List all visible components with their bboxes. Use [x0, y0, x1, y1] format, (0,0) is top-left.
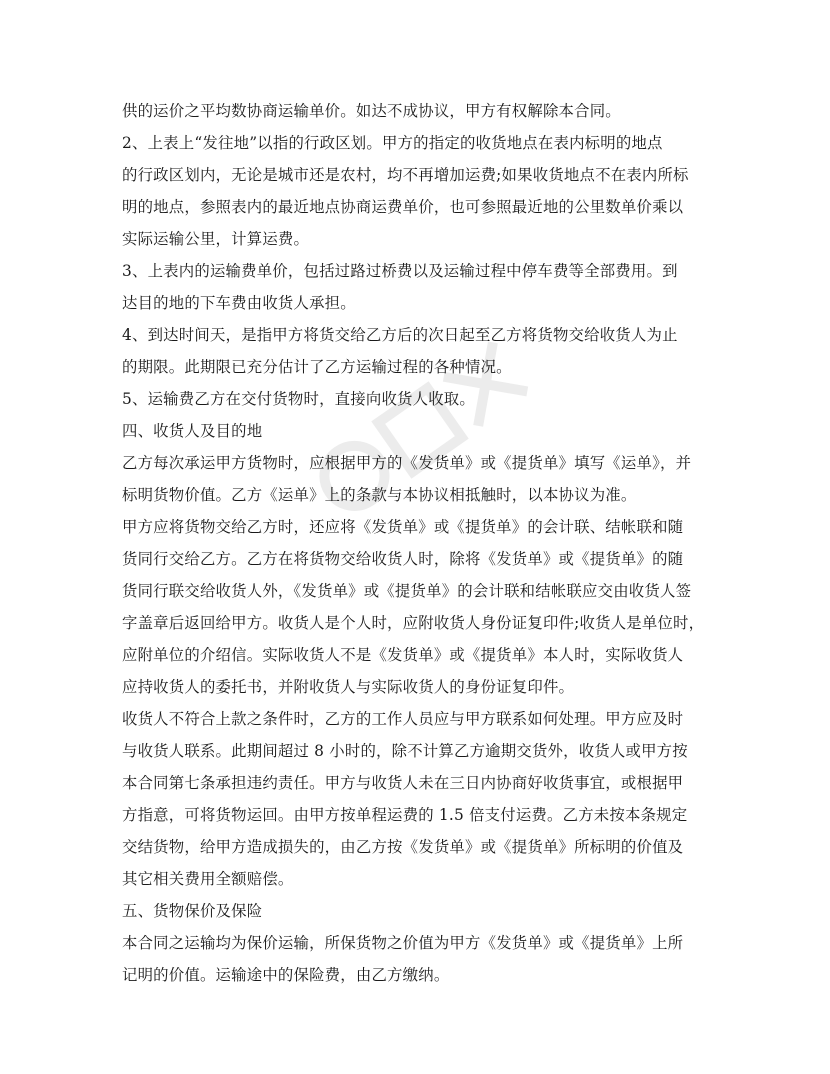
text-line: 应附单位的介绍信。实际收货人不是《发货单》或《提货单》本人时，实际收货人	[122, 646, 684, 664]
text-line: 字盖章后返回给甲方。收货人是个人时，应附收货人身份证复印件;收货人是单位时，	[122, 614, 705, 632]
text-line: 乙方每次承运甲方货物时，应根据甲方的《发货单》或《提货单》填写《运单》，并	[122, 454, 692, 472]
text-line: 五、货物保价及保险	[122, 902, 263, 920]
text-line: 的期限。此期限已充分估计了乙方运输过程的各种情况。	[122, 358, 512, 376]
text-line: 实际运输公里，计算运费。	[122, 230, 310, 248]
text-line: 达目的地的下车费由收货人承担。	[122, 294, 356, 312]
text-line: 收货人不符合上款之条件时，乙方的工作人员应与甲方联系如何处理。甲方应及时	[122, 710, 684, 728]
text-line: 3、上表内的运输费单价，包括过路过桥费以及运输过程中停车费等全部费用。到	[122, 262, 678, 280]
text-line: 其它相关费用全额赔偿。	[122, 870, 294, 888]
text-line: 4、到达时间天，是指甲方将货交给乙方后的次日起至乙方将货物交给收货人为止	[122, 326, 678, 344]
text-line: 本合同之运输均为保价运输，所保货物之价值为甲方《发货单》或《提货单》上所	[122, 934, 684, 952]
text-line: 货同行联交给收货人外，《发货单》或《提货单》的会计联和结帐联应交由收货人签	[122, 582, 692, 600]
text-line: 记明的价值。运输途中的保险费，由乙方缴纳。	[122, 966, 450, 984]
text-line: 交结货物，给甲方造成损失的，由乙方按《发货单》或《提货单》所标明的价值及	[122, 838, 684, 856]
text-line: 与收货人联系。此期间超过 8 小时的，除不计算乙方逾期交货外，收货人或甲方按	[122, 742, 688, 760]
text-line: 供的运价之平均数协商运输单价。如达不成协议，甲方有权解除本合同。	[122, 102, 621, 120]
document-body	[122, 95, 722, 991]
text-line: 本合同第七条承担违约责任。甲方与收货人未在三日内协商好收货事宜，或根据甲	[122, 774, 684, 792]
text-line: 方指意，可将货物运回。由甲方按单程运费的 1.5 倍支付运费。乙方未按本条规定	[122, 806, 688, 824]
text-line: 标明货物价值。乙方《运单》上的条款与本协议相抵触时，以本协议为准。	[122, 486, 637, 504]
text-line: 2、上表上“发往地”以指的行政区划。甲方的指定的收货地点在表内标明的地点	[122, 134, 663, 152]
text-line: 应持收货人的委托书，并附收货人与实际收货人的身份证复印件。	[122, 678, 575, 696]
text-line: 的行政区划内，无论是城市还是农村，均不再增加运费;如果收货地点不在表内所标	[122, 166, 689, 184]
text-line: 5、运输费乙方在交付货物时，直接向收货人收取。	[122, 390, 475, 408]
text-line: 明的地点，参照表内的最近地点协商运费单价，也可参照最近地的公里数单价乘以	[122, 198, 684, 216]
text-line: 四、收货人及目的地	[122, 422, 263, 440]
text-line: 货同行交给乙方。乙方在将货物交给收货人时，除将《发货单》或《提货单》的随	[122, 550, 684, 568]
text-line: 甲方应将货物交给乙方时，还应将《发货单》或《提货单》的会计联、结帐联和随	[122, 518, 684, 536]
